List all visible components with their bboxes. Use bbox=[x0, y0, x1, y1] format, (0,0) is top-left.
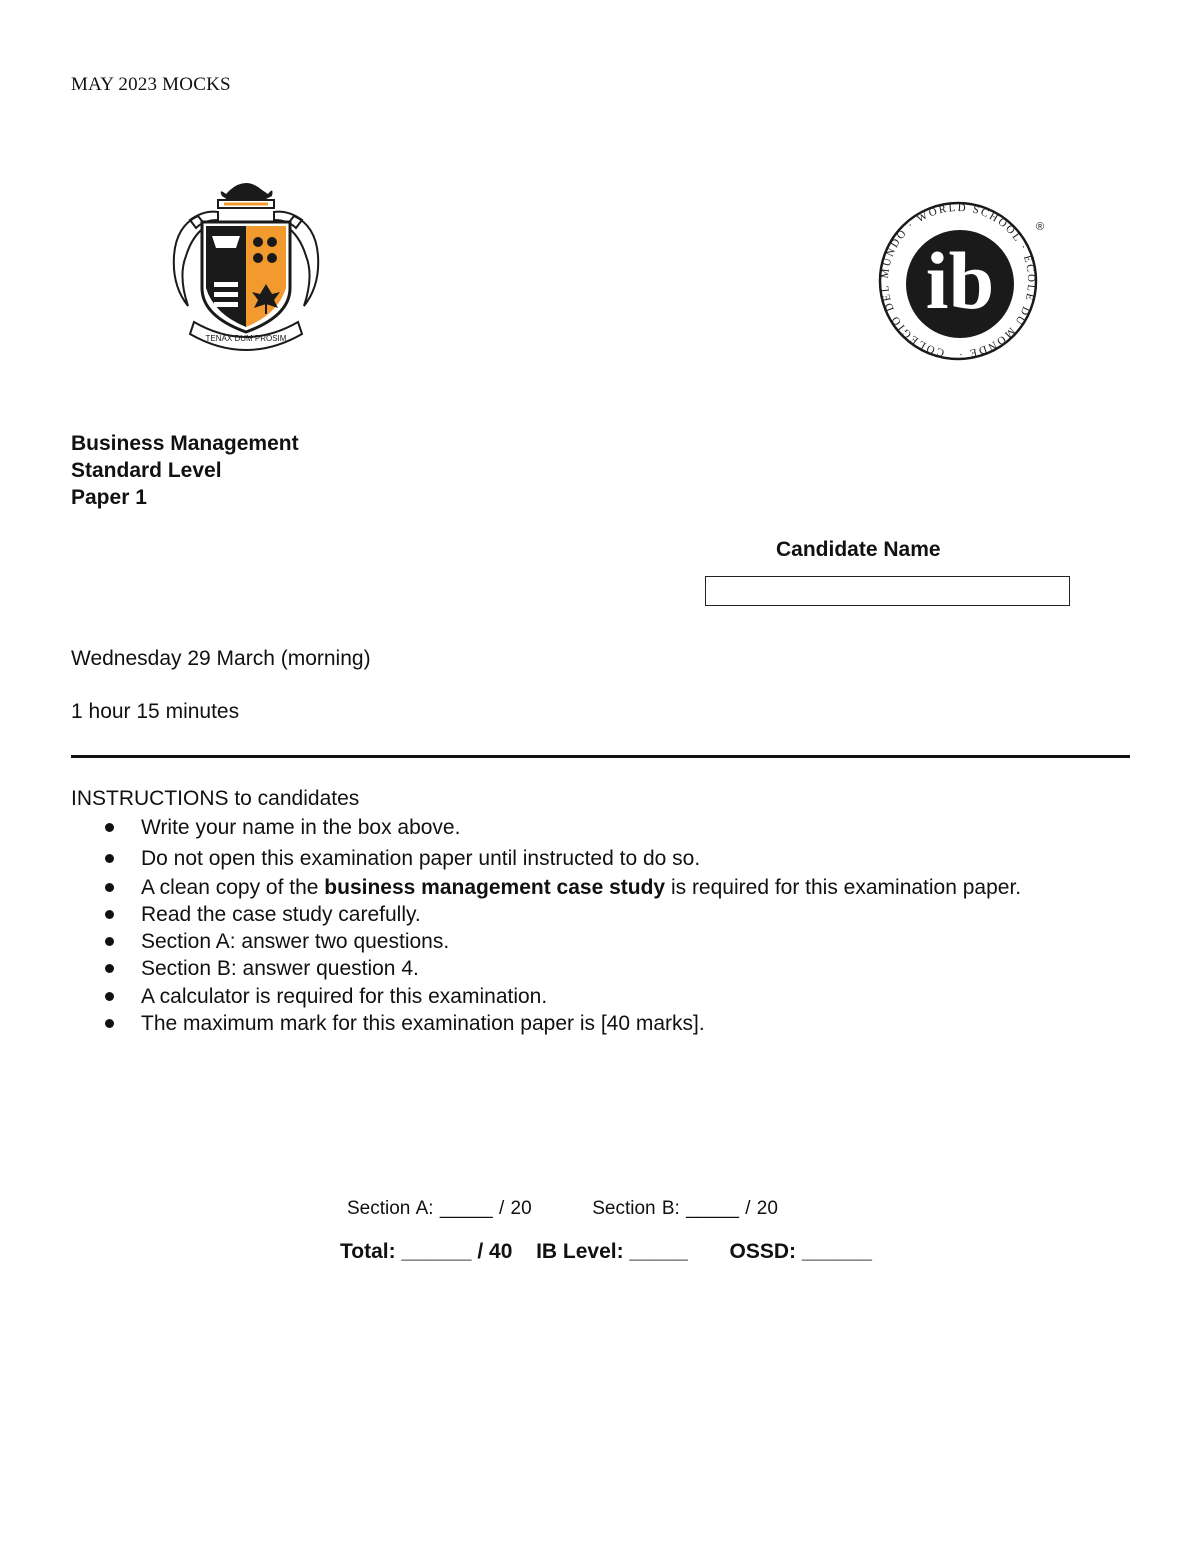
instruction-item: Write your name in the box above. bbox=[71, 815, 1131, 841]
exam-duration: 1 hour 15 minutes bbox=[71, 700, 240, 723]
ib-world-school-logo bbox=[868, 196, 1048, 366]
ib-ring-text: COLEGIO DEL MUNDO · WORLD SCHOOL · ÉCOLE DU MONDE · bbox=[878, 201, 1038, 361]
ib-level-score: IB Level: _____ bbox=[536, 1240, 688, 1263]
bullet-icon bbox=[105, 1019, 114, 1028]
instruction-item: Section B: answer question 4. bbox=[71, 956, 1131, 982]
exam-date: Wednesday 29 March (morning) bbox=[71, 647, 371, 670]
school-crest-logo bbox=[168, 176, 324, 356]
bullet-icon bbox=[105, 937, 114, 946]
subject-level: Standard Level bbox=[71, 459, 222, 482]
subject-title: Business Management bbox=[71, 432, 299, 455]
bullet-icon bbox=[105, 854, 114, 863]
bullet-icon bbox=[105, 910, 114, 919]
total-score: Total: ______ / 40 bbox=[340, 1240, 513, 1263]
bullet-icon bbox=[105, 883, 114, 892]
crest-motto: TENAX DUM PROSIM bbox=[205, 334, 287, 343]
bullet-icon bbox=[105, 964, 114, 973]
divider-rule bbox=[71, 755, 1130, 758]
section-a-score: Section A: _____ / 20 bbox=[347, 1198, 532, 1219]
instruction-item: A calculator is required for this examination. bbox=[71, 984, 1131, 1010]
candidate-name-label: Candidate Name bbox=[776, 538, 941, 561]
bullet-icon bbox=[105, 992, 114, 1001]
subject-block bbox=[71, 430, 299, 511]
instruction-item: The maximum mark for this examination paper is [40 marks]. bbox=[71, 1011, 1131, 1037]
candidate-name-box[interactable] bbox=[705, 576, 1070, 606]
ossd-score: OSSD: ______ bbox=[729, 1240, 872, 1263]
total-scores-row bbox=[340, 1240, 872, 1264]
registered-mark: ® bbox=[1036, 221, 1045, 233]
instructions-list bbox=[71, 815, 1131, 1038]
instruction-item: A clean copy of the business management case study is required for this examination paper. bbox=[71, 875, 1131, 901]
instructions-title: INSTRUCTIONS to candidates bbox=[71, 787, 360, 810]
paper-number: Paper 1 bbox=[71, 486, 147, 509]
ib-monogram: ib bbox=[925, 235, 995, 326]
bullet-icon bbox=[105, 823, 114, 832]
instruction-item: Do not open this examination paper until instructed to do so. bbox=[71, 846, 1131, 872]
header-tag: MAY 2023 MOCKS bbox=[71, 74, 231, 95]
instruction-item: Read the case study carefully. bbox=[71, 902, 1131, 928]
section-scores-row bbox=[347, 1198, 778, 1220]
case-study-emphasis: business management case study bbox=[324, 876, 666, 899]
section-b-score: Section B: _____ / 20 bbox=[592, 1198, 778, 1219]
instruction-item: Section A: answer two questions. bbox=[71, 929, 1131, 955]
